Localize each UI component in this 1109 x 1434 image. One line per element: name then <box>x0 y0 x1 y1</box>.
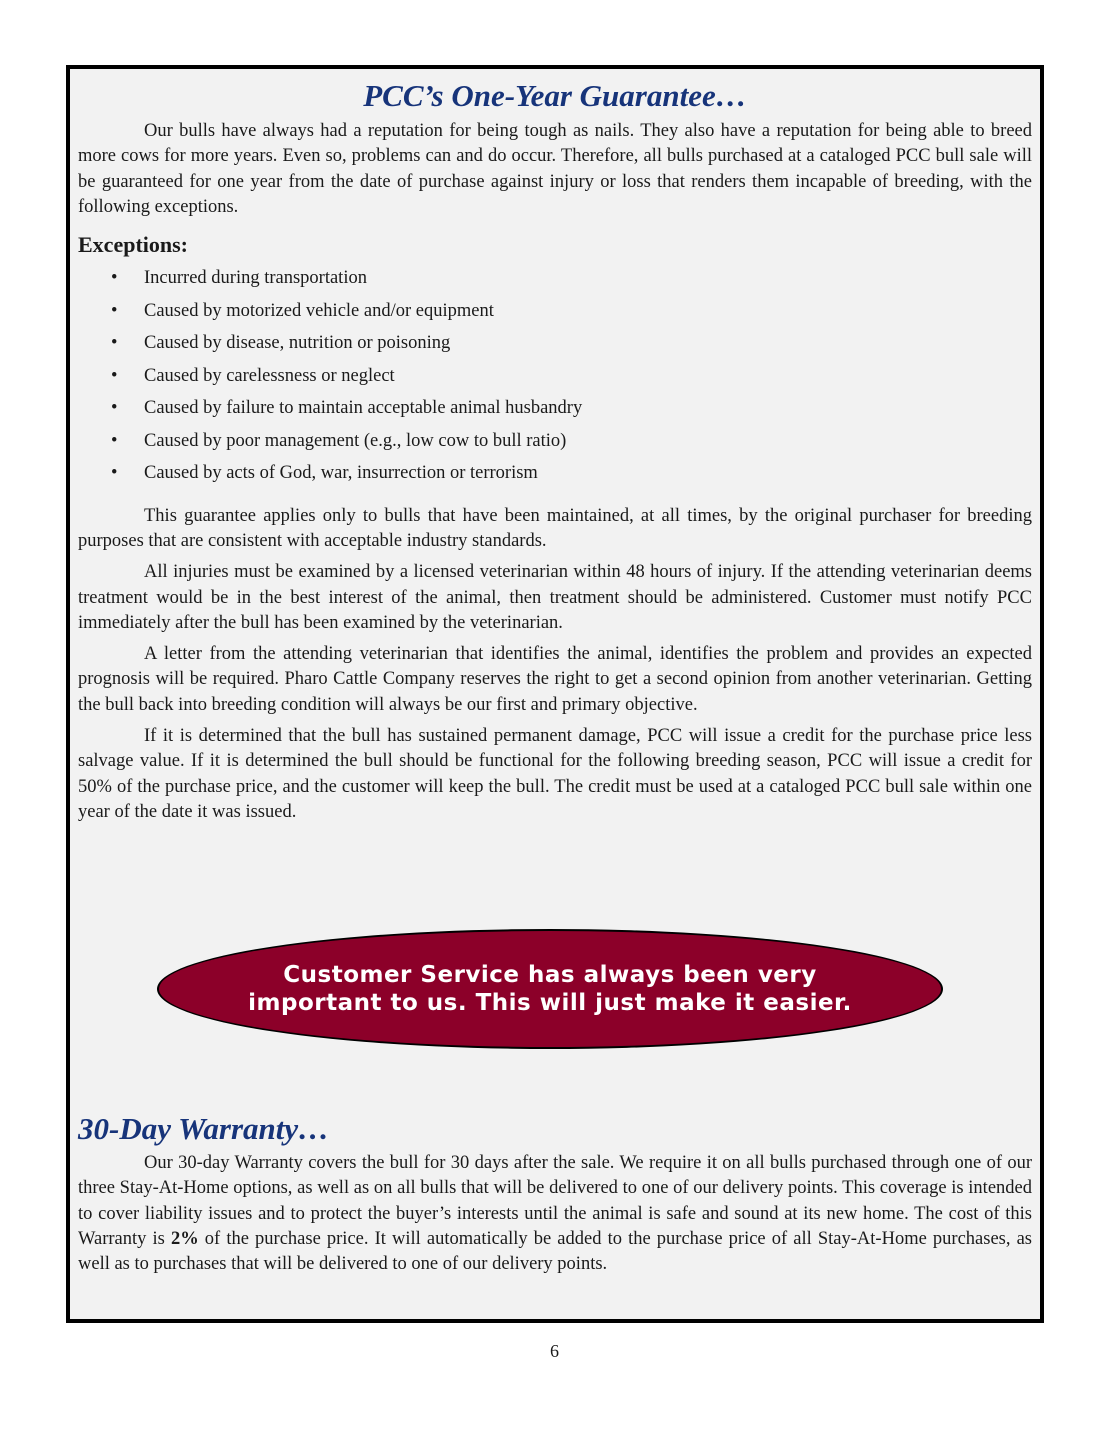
bullet-icon: • <box>111 398 118 419</box>
list-item: • Caused by failure to maintain acceptable animal husbandry <box>78 392 1032 425</box>
list-item: • Caused by poor management (e.g., low cow to bull ratio) <box>78 425 1032 458</box>
bullet-icon: • <box>111 430 118 451</box>
guarantee-intro: Our bulls have always had a reputation for being tough as nails. They also have a reputation for being able to breed more cows for more years. Even so, problems can and do occur. Therefore, all bulls purchased at a cataloged PCC bull sale will be guaranteed for one year from the date of purchase against injury or loss that renders them incapable of breeding, with the following exceptions. <box>78 121 1032 217</box>
guarantee-paragraph: This guarantee applies only to bulls that have been maintained, at all times, by the original purchaser for breeding purposes that are consistent with acceptable industry standards. <box>78 505 1032 551</box>
warranty-title: 30-Day Warranty… <box>78 1111 330 1146</box>
callout-line-1: Customer Service has always been very <box>283 962 817 988</box>
warranty-cost: 2% <box>170 1228 199 1249</box>
content-frame <box>66 65 1044 1323</box>
guarantee-title: PCC’s One-Year Guarantee… <box>363 78 747 113</box>
exceptions-list <box>78 262 1032 490</box>
warranty-section <box>78 1109 1032 1277</box>
guarantee-paragraph: If it is determined that the bull has sustained permanent damage, PCC will issue a credit for the purchase price less salvage value. If it is determined the bull should be functional for the following breeding season, PCC will issue a credit for 50% of the purchase price, and the customer will keep the bull. The credit must be used at a cataloged PCC bull sale within one year of the date it was issued. <box>78 726 1032 822</box>
list-item: • Caused by acts of God, war, insurrection or terrorism <box>78 457 1032 490</box>
list-item: • Incurred during transportation <box>78 262 1032 295</box>
list-item: • Caused by motorized vehicle and/or equipment <box>78 295 1032 328</box>
list-item: • Caused by carelessness or neglect <box>78 360 1032 393</box>
bullet-icon: • <box>111 365 118 386</box>
customer-service-callout <box>157 929 943 1049</box>
warranty-paragraph: Our 30-day Warranty covers the bull for 30 days after the sale. We require it on all bulls purchased through one of our three Stay-At-Home options, as well as on all bulls that will be delivered to one of our delivery points. This coverage is intended to cover liability issues and to protect the buyer’s interests until the animal is safe and sound at its new home. The cost of this Warranty is 2% of the purchase price. It will automatically be added to the purchase price of all Stay-At-Home purchases, as well as to purchases that will be delivered to one of our delivery points. <box>78 1153 1033 1275</box>
exceptions-heading: Exceptions: <box>78 232 188 258</box>
guarantee-paragraph: A letter from the attending veterinarian that identifies the animal, identifies the problem and provides an expected prognosis will be required. Pharo Cattle Company reserves the right to get a second opinion from another veterinarian. Getting the bull back into breeding condition will always be our first and primary objective. <box>78 644 1032 715</box>
bullet-icon: • <box>111 300 118 321</box>
guarantee-paragraph: All injuries must be examined by a licensed veterinarian within 48 hours of injury. If the attending veterinarian deems treatment would be in the best interest of the animal, then treatment should be administered. Customer must notify PCC immediately after the bull has been examined by the veterinarian. <box>78 562 1032 633</box>
bullet-icon: • <box>111 333 118 354</box>
callout-line-2: important to us. This will just make it easier. <box>248 990 852 1016</box>
page-number: 6 <box>550 1341 559 1361</box>
guarantee-section <box>78 69 1032 825</box>
bullet-icon: • <box>111 268 118 289</box>
list-item: • Caused by disease, nutrition or poisoning <box>78 327 1032 360</box>
bullet-icon: • <box>111 463 118 484</box>
